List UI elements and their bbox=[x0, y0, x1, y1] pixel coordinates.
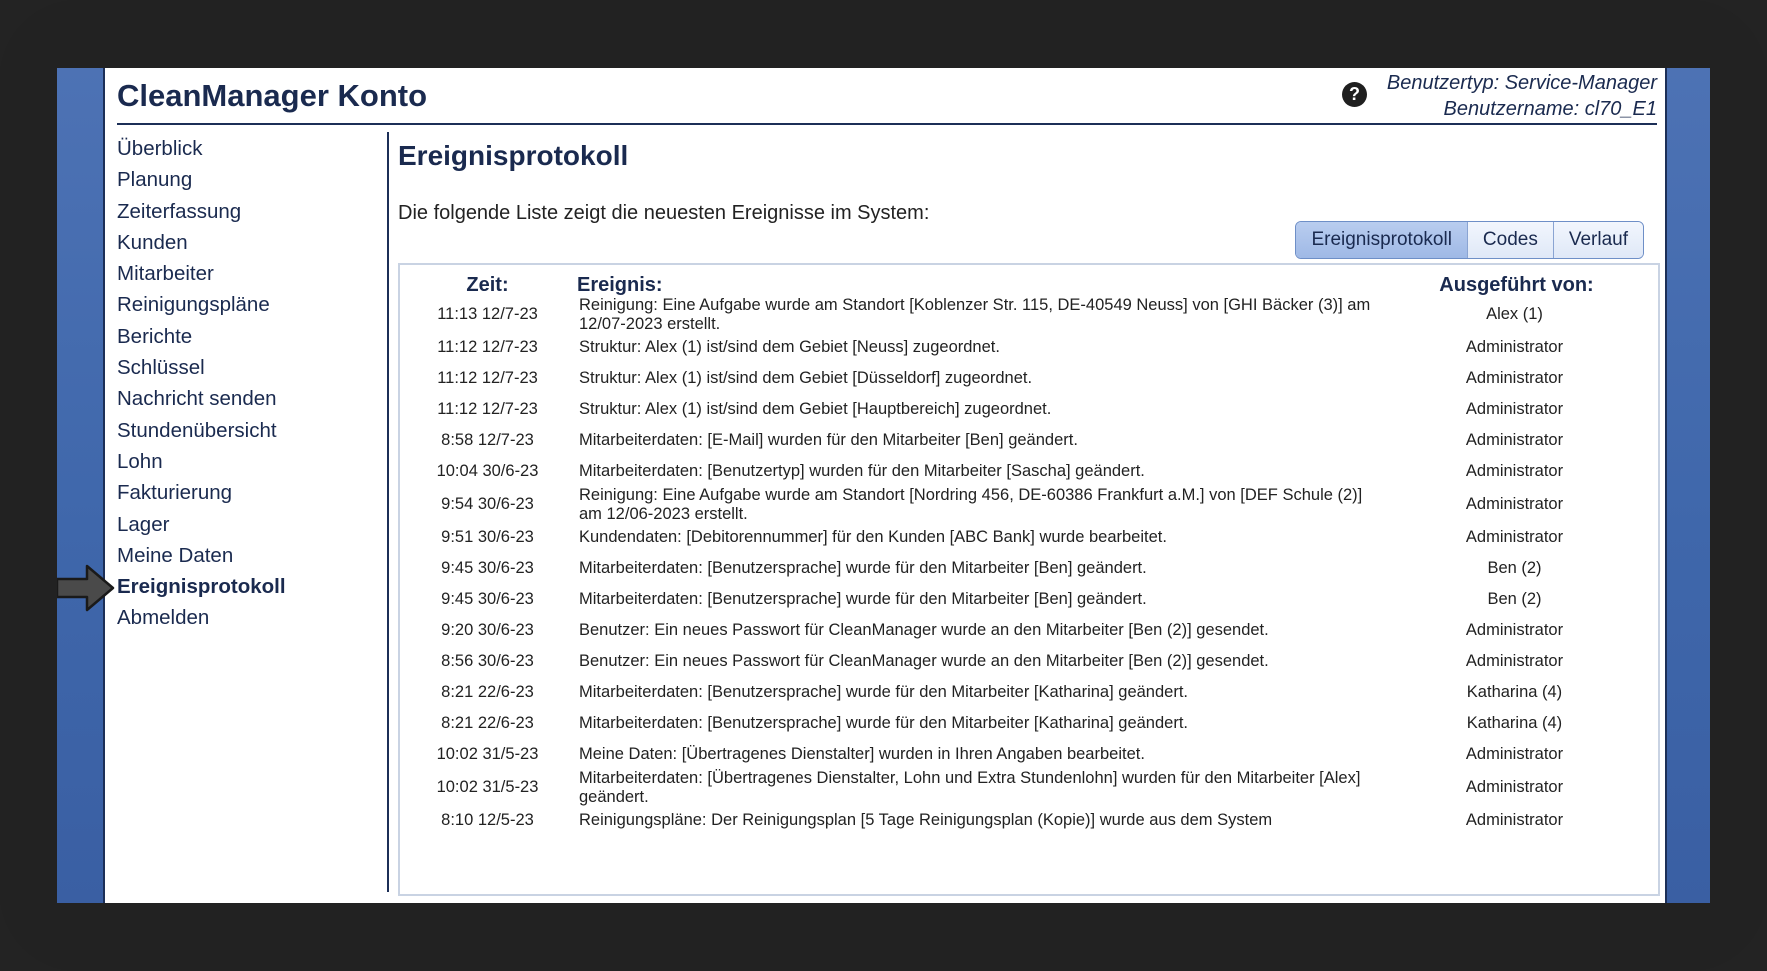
row-user: Administrator bbox=[1465, 462, 1564, 481]
row-user: Alex (1) bbox=[1486, 305, 1543, 324]
row-time: 8:56 30/6-23 bbox=[441, 652, 534, 671]
row-time: 8:58 12/7-23 bbox=[441, 431, 534, 450]
row-user: Administrator bbox=[1465, 431, 1564, 450]
row-event: Benutzer: Ein neues Passwort für CleanManager wurde an den Mitarbeiter [Ben (2)] gesendet. bbox=[579, 652, 1269, 671]
sidebar-item-nachricht-senden[interactable]: Nachricht senden bbox=[117, 387, 277, 411]
sidebar-item-mitarbeiter[interactable]: Mitarbeiter bbox=[117, 262, 214, 286]
table-row bbox=[400, 363, 1658, 394]
sidebar-item-kunden[interactable]: Kunden bbox=[117, 230, 188, 254]
sidebar-item-zeiterfassung[interactable]: Zeiterfassung bbox=[117, 199, 242, 223]
row-event: Mitarbeiterdaten: [Benutzersprache] wurde für den Mitarbeiter [Ben] geändert. bbox=[579, 590, 1147, 609]
page-title: Ereignisprotokoll bbox=[398, 140, 629, 171]
row-event: Struktur: Alex (1) ist/sind dem Gebiet [Düsseldorf] zugeordnet. bbox=[579, 369, 1033, 388]
row-time: 8:21 22/6-23 bbox=[441, 683, 534, 702]
row-user: Administrator bbox=[1465, 400, 1564, 419]
row-time: 9:20 30/6-23 bbox=[441, 621, 534, 640]
row-time: 9:54 30/6-23 bbox=[441, 495, 534, 514]
tab-ereignisprotokoll[interactable]: Ereignisprotokoll bbox=[1296, 222, 1466, 258]
sidebar-item-planung[interactable]: Planung bbox=[117, 168, 193, 192]
table-row bbox=[400, 646, 1658, 677]
screen bbox=[57, 68, 1710, 903]
row-time: 9:45 30/6-23 bbox=[441, 559, 534, 578]
row-event: Mitarbeiterdaten: [Benutzersprache] wurde für den Mitarbeiter [Ben] geändert. bbox=[579, 559, 1147, 578]
row-user: Ben (2) bbox=[1487, 559, 1542, 578]
row-user: Administrator bbox=[1465, 495, 1564, 514]
table-row bbox=[400, 297, 1658, 332]
row-event: Benutzer: Ein neues Passwort für CleanManager wurde an den Mitarbeiter [Ben (2)] gesendet. bbox=[579, 621, 1269, 640]
intro-text: Die folgende Liste zeigt die neuesten Ereignisse im System: bbox=[398, 202, 930, 224]
row-time: 9:51 30/6-23 bbox=[441, 528, 534, 547]
row-user: Katharina (4) bbox=[1466, 683, 1563, 702]
row-time: 11:12 12/7-23 bbox=[437, 369, 538, 388]
table-row bbox=[400, 456, 1658, 487]
row-time: 11:12 12/7-23 bbox=[437, 338, 538, 357]
header-user: Ausgeführt von: bbox=[1439, 274, 1594, 296]
sidebar-item-fakturierung[interactable]: Fakturierung bbox=[117, 481, 233, 505]
user-name: Benutzername: cl70_E1 bbox=[1443, 98, 1657, 120]
question-circle-icon[interactable]: ? bbox=[1342, 82, 1367, 107]
sidebar-item-berichte[interactable]: Berichte bbox=[117, 324, 193, 348]
tab-group bbox=[1295, 221, 1644, 259]
tab-codes[interactable]: Codes bbox=[1467, 222, 1553, 258]
row-time: 8:10 12/5-23 bbox=[441, 811, 534, 830]
row-time: 10:02 31/5-23 bbox=[436, 745, 539, 764]
row-user: Ben (2) bbox=[1487, 590, 1542, 609]
user-info bbox=[1387, 70, 1657, 122]
table-row bbox=[400, 708, 1658, 739]
row-time: 9:45 30/6-23 bbox=[441, 590, 534, 609]
row-user: Administrator bbox=[1465, 745, 1564, 764]
main-content bbox=[398, 132, 1658, 830]
table-body bbox=[400, 297, 1658, 836]
row-event: Mitarbeiterdaten: [Benutzersprache] wurde für den Mitarbeiter [Katharina] geändert. bbox=[579, 714, 1189, 733]
sidebar-divider bbox=[387, 132, 389, 892]
table-row bbox=[400, 522, 1658, 553]
row-event: Reinigung: Eine Aufgabe wurde am Standort [Nordring 456, DE-60386 Frankfurt a.M.] von [DEF Schule (2)] am 12/06-2023 erstellt. bbox=[579, 486, 1363, 523]
sidebar bbox=[117, 134, 387, 635]
header-time: Zeit: bbox=[466, 274, 509, 296]
table-row bbox=[400, 425, 1658, 456]
header bbox=[117, 68, 1657, 125]
row-user: Administrator bbox=[1465, 778, 1564, 797]
app-panel bbox=[103, 68, 1667, 903]
sidebar-item-lohn[interactable]: Lohn bbox=[117, 449, 163, 473]
row-event: Mitarbeiterdaten: [Benutzertyp] wurden für den Mitarbeiter [Sascha] geändert. bbox=[579, 462, 1145, 481]
row-user: Administrator bbox=[1465, 621, 1564, 640]
sidebar-item-stundenuebersicht[interactable]: Stundenübersicht bbox=[117, 418, 277, 442]
row-event: Mitarbeiterdaten: [E-Mail] wurden für den Mitarbeiter [Ben] geändert. bbox=[579, 431, 1078, 450]
arrow-right-icon bbox=[57, 563, 117, 613]
sidebar-item-abmelden[interactable]: Abmelden bbox=[117, 606, 210, 630]
app-title: CleanManager Konto bbox=[117, 78, 428, 113]
row-event: Mitarbeiterdaten: [Benutzersprache] wurde für den Mitarbeiter [Katharina] geändert. bbox=[579, 683, 1189, 702]
user-type: Benutzertyp: Service-Manager bbox=[1386, 72, 1657, 94]
table-row bbox=[400, 805, 1658, 836]
row-event: Reinigungspläne: Der Reinigungsplan [5 Tage Reinigungsplan (Kopie)] wurde aus dem System bbox=[579, 811, 1273, 830]
row-event: Meine Daten: [Übertragenes Dienstalter] wurden in Ihren Angaben bearbeitet. bbox=[579, 745, 1145, 764]
table-row bbox=[400, 584, 1658, 615]
table-row bbox=[400, 487, 1658, 522]
sidebar-item-ereignisprotokoll[interactable]: Ereignisprotokoll bbox=[117, 575, 286, 599]
sidebar-item-reinigungsplaene[interactable]: Reinigungspläne bbox=[117, 293, 270, 317]
row-event: Mitarbeiterdaten: [Übertragenes Dienstalter, Lohn und Extra Stundenlohn] wurden für den Mitarbeiter [Alex] geändert. bbox=[579, 769, 1361, 806]
table-row bbox=[400, 553, 1658, 584]
sidebar-item-schluessel[interactable]: Schlüssel bbox=[117, 356, 205, 380]
table-row bbox=[400, 332, 1658, 363]
row-event: Reinigung: Eine Aufgabe wurde am Standort [Koblenzer Str. 115, DE-40549 Neuss] von [GHI Bäcker (3)] am 12/07-2023 erstellt. bbox=[579, 296, 1371, 333]
row-user: Administrator bbox=[1465, 369, 1564, 388]
row-event: Struktur: Alex (1) ist/sind dem Gebiet [Neuss] zugeordnet. bbox=[579, 338, 1000, 357]
sidebar-item-ueberblick[interactable]: Überblick bbox=[117, 137, 203, 160]
row-user: Administrator bbox=[1465, 652, 1564, 671]
table-row bbox=[400, 770, 1658, 805]
row-user: Katharina (4) bbox=[1466, 714, 1563, 733]
sidebar-item-meine-daten[interactable]: Meine Daten bbox=[117, 543, 234, 567]
row-time: 11:12 12/7-23 bbox=[437, 400, 538, 419]
row-user: Administrator bbox=[1465, 338, 1564, 357]
row-time: 11:13 12/7-23 bbox=[437, 305, 538, 324]
table-row bbox=[400, 677, 1658, 708]
row-user: Administrator bbox=[1465, 811, 1564, 830]
row-time: 10:02 31/5-23 bbox=[436, 778, 539, 797]
row-time: 10:04 30/6-23 bbox=[436, 462, 539, 481]
header-event: Ereignis: bbox=[577, 274, 663, 296]
tab-verlauf[interactable]: Verlauf bbox=[1553, 222, 1643, 258]
table-row bbox=[400, 739, 1658, 770]
row-user: Administrator bbox=[1465, 528, 1564, 547]
sidebar-item-lager[interactable]: Lager bbox=[117, 512, 170, 536]
table-row bbox=[400, 394, 1658, 425]
table-row bbox=[400, 615, 1658, 646]
table-header bbox=[400, 265, 1658, 297]
row-event: Kundendaten: [Debitorennummer] für den Kunden [ABC Bank] wurde bearbeitet. bbox=[579, 528, 1167, 547]
row-event: Struktur: Alex (1) ist/sind dem Gebiet [Hauptbereich] zugeordnet. bbox=[579, 400, 1052, 419]
row-time: 8:21 22/6-23 bbox=[441, 714, 534, 733]
event-log-table[interactable] bbox=[398, 263, 1660, 896]
